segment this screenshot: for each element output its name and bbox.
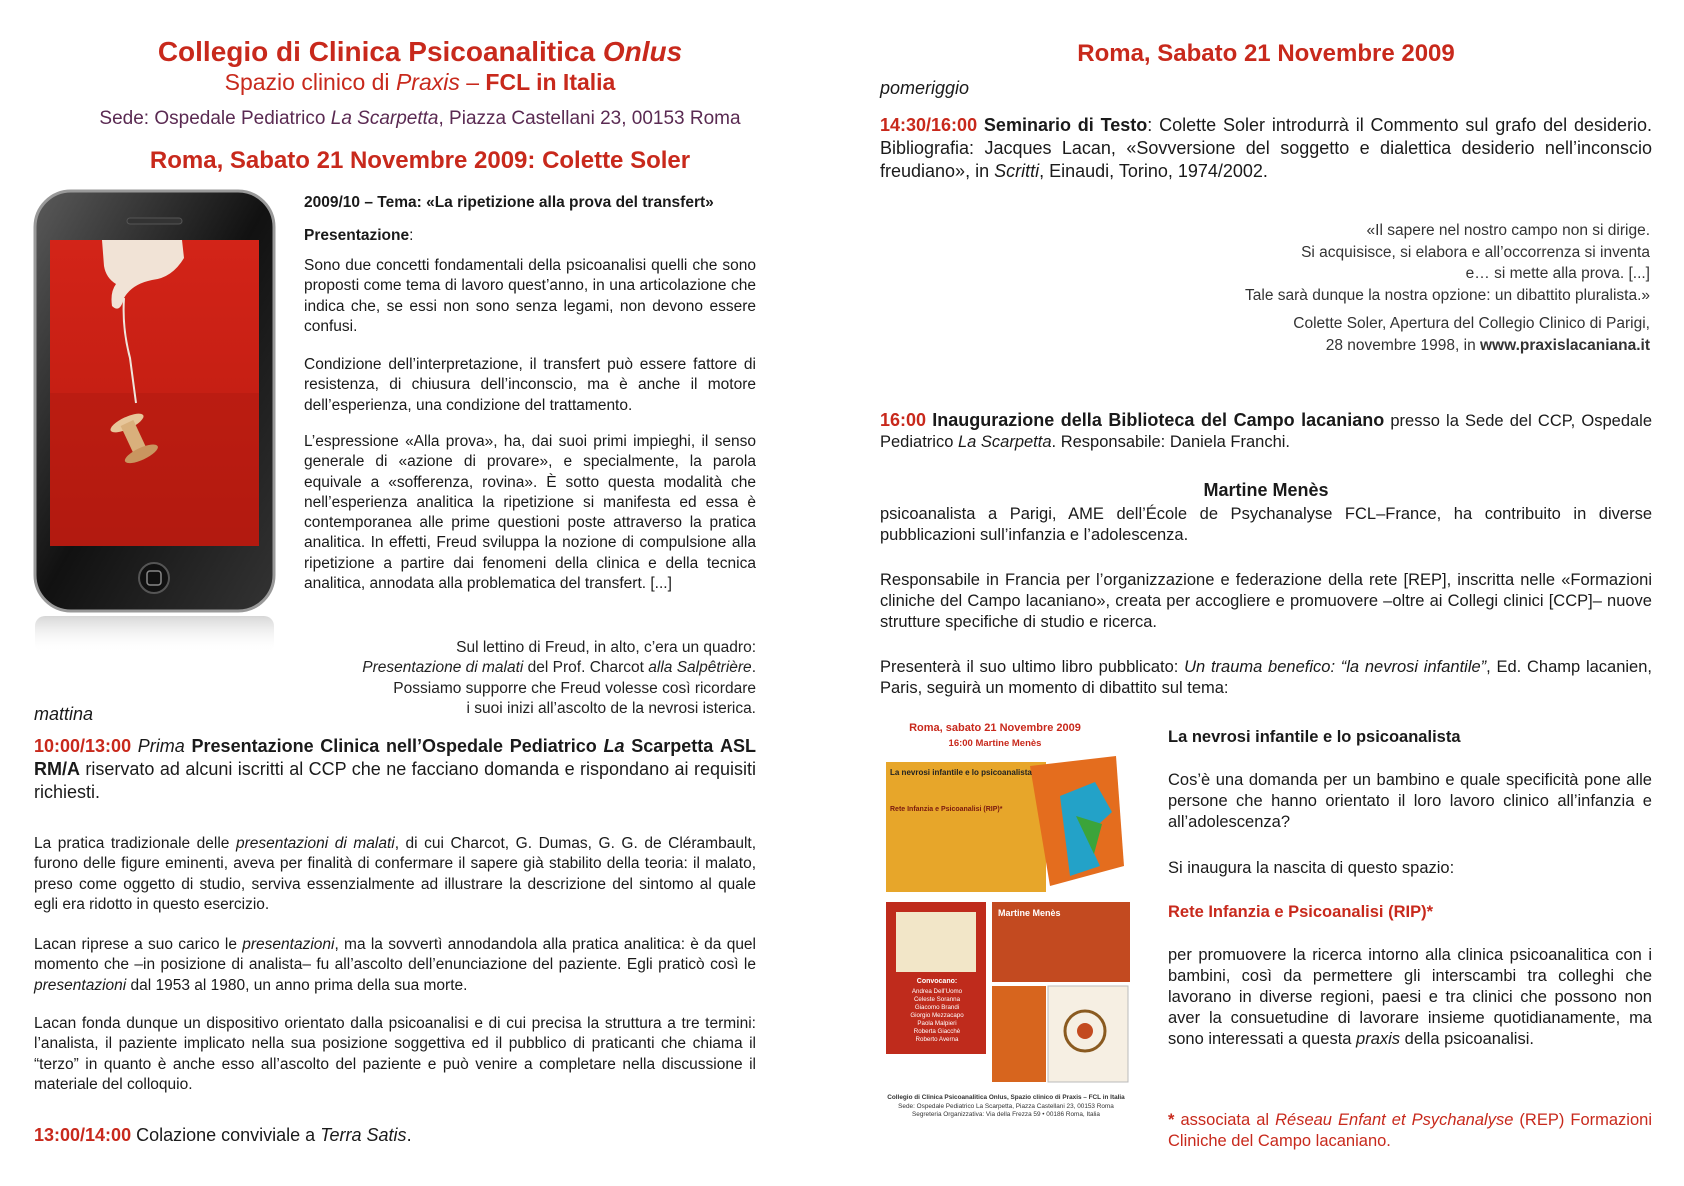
poster-rete: Rete Infanzia e Psicoanalisi (RIP)* bbox=[890, 806, 1003, 813]
speaker-name: Martine Menès bbox=[1203, 480, 1329, 500]
session-presentazione-clinica: 10:00/13:00 Prima Presentazione Clinica nell’Ospedale Pediatrico La Scarpetta ASL RM/A riservato ad alcuni iscritti al CCP che ne facciano domanda e rispondano ai requisiti richiesti. bbox=[34, 736, 756, 802]
session-inaugurazione: 16:00 Inaugurazione della Biblioteca del Campo lacaniano presso la Sede del CCP, Ospedale Pediatrico La Scarpetta. Responsabile: Daniela Franchi. bbox=[880, 410, 1653, 451]
org-title: Collegio di Clinica Psicoanalitica Onlus bbox=[157, 36, 683, 67]
org-address: Sede: Ospedale Pediatrico La Scarpetta, Piazza Castellani 23, 00153 Roma bbox=[99, 108, 741, 129]
paragraph-responsabile: Responsabile in Francia per l’organizzazione e federazione della rete [REP], inscritta nelle «Formazioni cliniche del Campo lacaniano», creata per accogliere e promuovere –oltre ai Collegi clinici [CCP]– nuove strutture specifiche di studio e ricerca. bbox=[880, 571, 1652, 631]
poster-speaker: Martine Menès bbox=[998, 908, 1061, 918]
poster-title: Roma, sabato 21 Novembre 2009 bbox=[909, 722, 1081, 734]
left-header bbox=[0, 36, 840, 176]
poster-footer: Collegio di Clinica Psicoanalitica Onlus, Spazio clinico di Praxis – FCL in Italia Sede: Ospedale Pediatrico La Scarpetta, Piazza Castellani 23, 00153 Roma Segreteria Organizzativa: Via della Frezza 59 • 00186 Roma, Italia bbox=[887, 1094, 1125, 1118]
freud-caption: Sul lettino di Freud, in alto, c’era un quadro: Presentazione di malati del Prof. Charcot alla Salpêtrière. Possiamo supporre che Freud volesse così ricordare i suoi inizi all’ascolto de la nevrosi isterica. bbox=[362, 639, 756, 717]
right-page-title: Roma, Sabato 21 Novembre 2009 bbox=[1077, 40, 1455, 67]
session-seminario: 14:30/16:00 Seminario di Testo: Colette Soler introdurrà il Commento sul grafo del desiderio. Bibliografia: Jacques Lacan, «Sovversione del soggetto e dialettica desiderio nell’inconscio freudiano», in Scritti, Einaudi, Torino, 1974/2002. bbox=[880, 115, 1652, 181]
colazione-line: 13:00/14:00 Colazione conviviale a Terra Satis. bbox=[34, 1125, 412, 1145]
paragraph-libro: Presenterà il suo ultimo libro pubblicato: Un trauma benefico: “la nevrosi infantile”, Ed. Champ lacanien, Paris, seguirà un momento di dibattito sul tema: bbox=[880, 658, 1652, 697]
poster-box-title: La nevrosi infantile e lo psicoanalista bbox=[890, 768, 1032, 777]
tema-heading: 2009/10 – Tema: «La ripetizione alla prova del transfert» bbox=[304, 194, 714, 211]
paragraph-inaugura: Si inaugura la nascita di questo spazio: bbox=[1168, 859, 1455, 877]
poster-graphics bbox=[880, 716, 1132, 1136]
paragraph-alla-prova: L’espressione «Alla prova», ha, dai suoi primi impieghi, il senso generale di «azione di provare», e specialmente, la parola equivale a «sofferenza, rovina». È sotto questa modalità che nell’esperienza analitica la ripetizione si manifesta ed essa è contemporanea alle prime questioni poste attraverso la pratica analitica. In effetti, Freud sviluppa la nozione di compulsione alla ripetizione a partire dai fenomeni della clinica e della tecnica analitica, annodata alla problematica del transfert. [...] bbox=[304, 433, 756, 593]
pomeriggio-label: pomeriggio bbox=[880, 78, 970, 98]
org-subtitle: Spazio clinico di Praxis – FCL in Italia bbox=[224, 69, 616, 95]
presentazione-label: Presentazione: bbox=[304, 227, 414, 244]
topic-title: La nevrosi infantile e lo psicoanalista bbox=[1168, 728, 1461, 746]
paragraph-concetti: Sono due concetti fondamentali della psicoanalisi quelli che sono proposti come tema di lavoro quest’anno, in una articolazione che indica che, se essi non sono senza legami, non devono essere confusi. bbox=[304, 257, 756, 335]
poster-subtitle: 16:00 Martine Menès bbox=[948, 738, 1042, 749]
soler-quote: «Il sapere nel nostro campo non si dirige. Si acquisisce, si elabora e all’occorrenza si inventa e… si mette alla prova. [...] Tale sarà dunque la nostra opzione: un dibattito pluralista.» Colette Soler, Apertura del Collegio Clinico di Parigi, 28 novembre 1998, in www.praxislacaniana.it bbox=[1245, 222, 1650, 354]
event-title: Roma, Sabato 21 Novembre 2009: Colette Soler bbox=[149, 147, 691, 174]
paragraph-domanda: Cos’è una domanda per un bambino e quale specificità pone alle persone che hanno orientato il loro lavoro clinico all’infanzia e all’adolescenza? bbox=[1168, 771, 1652, 831]
event-poster bbox=[880, 716, 1132, 1136]
footnote-rep: * associata al Réseau Enfant et Psychanalyse (REP) Formazioni Cliniche del Campo lacaniano. bbox=[1168, 1111, 1652, 1150]
paragraph-pratica-tradizionale: La pratica tradizionale delle presentazioni di malati, di cui Charcot, G. Dumas, G. G. de Clérambault, furono delle figure eminenti, aveva per finalità di confermare il sapere già stabilito della teoria: il malato, preso come oggetto di studio, serviva essenzialmente ad illustrare la descrizione del sintomo al quale egli era ridotto in questo esercizio. bbox=[34, 835, 756, 913]
mattina-label: mattina bbox=[34, 704, 94, 724]
iphone-illustration bbox=[32, 188, 277, 653]
poster-convocano: Convocano: bbox=[916, 978, 958, 985]
paragraph-lacan-fonda: Lacan fonda dunque un dispositivo orientato dalla psicoanalisi e di cui precisa la struttura a tre termini: l’analista, il paziente implicato nella sua posizione soggettiva ed il pubblico di praticanti che chiama il “terzo” in quanto è anche esso all’ascolto del paziente e può venire a completare nella discussione il materiale del colloquio. bbox=[34, 1015, 756, 1093]
paragraph-lacan-riprese: Lacan riprese a suo carico le presentazioni, ma la sovvertì annodandola alla pratica analitica: è da quel momento che –in posizione di analista– fu all’ascolto dell’enunciazione del paziente. Egli praticò così le presentazioni dal 1953 al 1980, un anno prima della sua morte. bbox=[34, 936, 756, 994]
poster-names: Andrea Dell’Uomo Celeste Soranna Giacomo Brandi Giorgio Mezzacapo Paola Malpieri Roberta Giacchè Roberto Averna bbox=[910, 988, 964, 1043]
paragraph-promuovere: per promuovere la ricerca intorno alla clinica psicoanalitica con i bambini, così da permettere gli interscambi tra colleghi che lavorano in diverse regioni, paesi e tra clinici che possono non aver la consuetudine di lavorare insieme quotidianamente, ma sono interessati a questa praxis della psicoanalisi. bbox=[1168, 946, 1652, 1048]
speaker-bio: psicoanalista a Parigi, AME dell’École de Psychanalyse FCL–France, ha contribuito in diverse pubblicazioni sull’infanzia e l’adolescenza. bbox=[880, 505, 1652, 544]
paragraph-interpretazione: Condizione dell’interpretazione, il transfert può essere fattore di resistenza, di chiusura dell’inconscio, ma è anche il motore dell’esperienza, una condizione del trattamento. bbox=[304, 356, 756, 414]
rip-title: Rete Infanzia e Psicoanalisi (RIP)* bbox=[1168, 903, 1433, 921]
